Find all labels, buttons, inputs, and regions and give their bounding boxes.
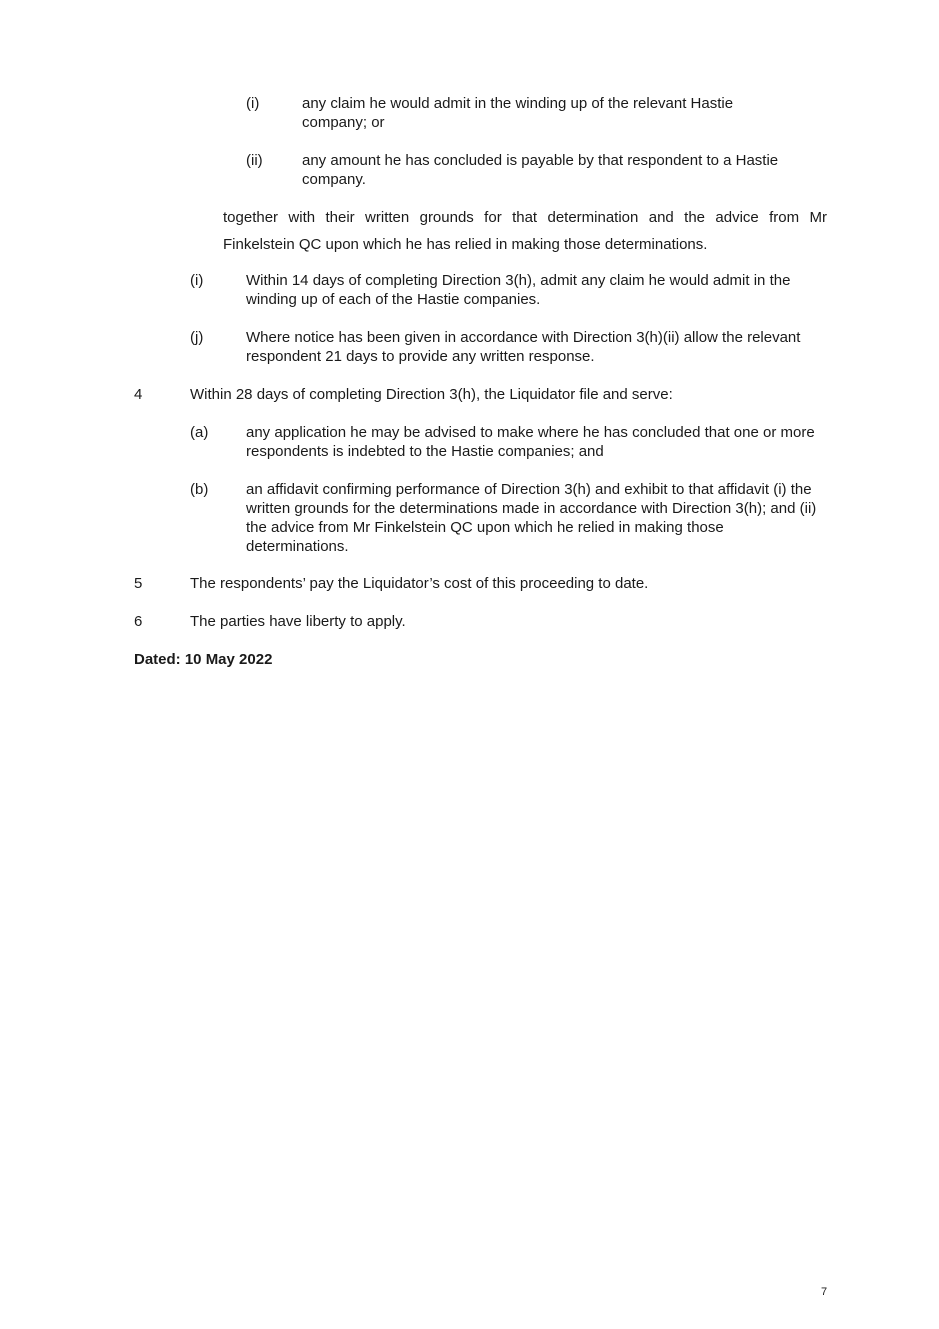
- sub-item-text: any claim he would admit in the winding up of the relevant Hastie company; or: [302, 95, 734, 131]
- dated-line: Dated: 10 May 2022: [134, 651, 273, 668]
- direction-text: Within 28 days of completing Direction 3(h), the Liquidator file and serve:: [190, 386, 673, 403]
- item-label: (i): [190, 272, 204, 289]
- item-label: (a): [190, 424, 209, 441]
- continuation-line-1: together with their written grounds for that determination and the advice from Mr: [223, 209, 827, 226]
- sub-item-text: any amount he has concluded is payable by that respondent to a Hastie company.: [302, 152, 779, 188]
- direction-text: The respondents’ pay the Liquidator’s cost of this proceeding to date.: [190, 575, 649, 592]
- item-label: (b): [190, 481, 209, 498]
- direction-text: The parties have liberty to apply.: [190, 613, 406, 630]
- item-label: (j): [190, 329, 204, 346]
- direction-number: 5: [134, 575, 143, 592]
- item-text: an affidavit confirming performance of Direction 3(h) and exhibit to that affidavit (i) the written grounds for the determinations made in accordance with Direction 3(h); and (ii) the advice from Mr Finkelstein QC upon which he relied in making those determinations.: [246, 481, 817, 555]
- sub-item-label: (i): [246, 95, 260, 112]
- direction-number: 6: [134, 613, 143, 630]
- item-text: any application he may be advised to make where he has concluded that one or more respondents is indebted to the Hastie companies; and: [246, 424, 815, 460]
- item-text: Where notice has been given in accordance with Direction 3(h)(ii) allow the relevant respondent 21 days to provide any written response.: [246, 329, 801, 365]
- page-number: 7: [821, 1286, 828, 1298]
- continuation-line-2: Finkelstein QC upon which he has relied in making those determinations.: [223, 236, 708, 253]
- direction-number: 4: [134, 386, 143, 403]
- sub-item-label: (ii): [246, 152, 263, 169]
- item-text: Within 14 days of completing Direction 3(h), admit any claim he would admit in the winding up of each of the Hastie companies.: [246, 272, 791, 308]
